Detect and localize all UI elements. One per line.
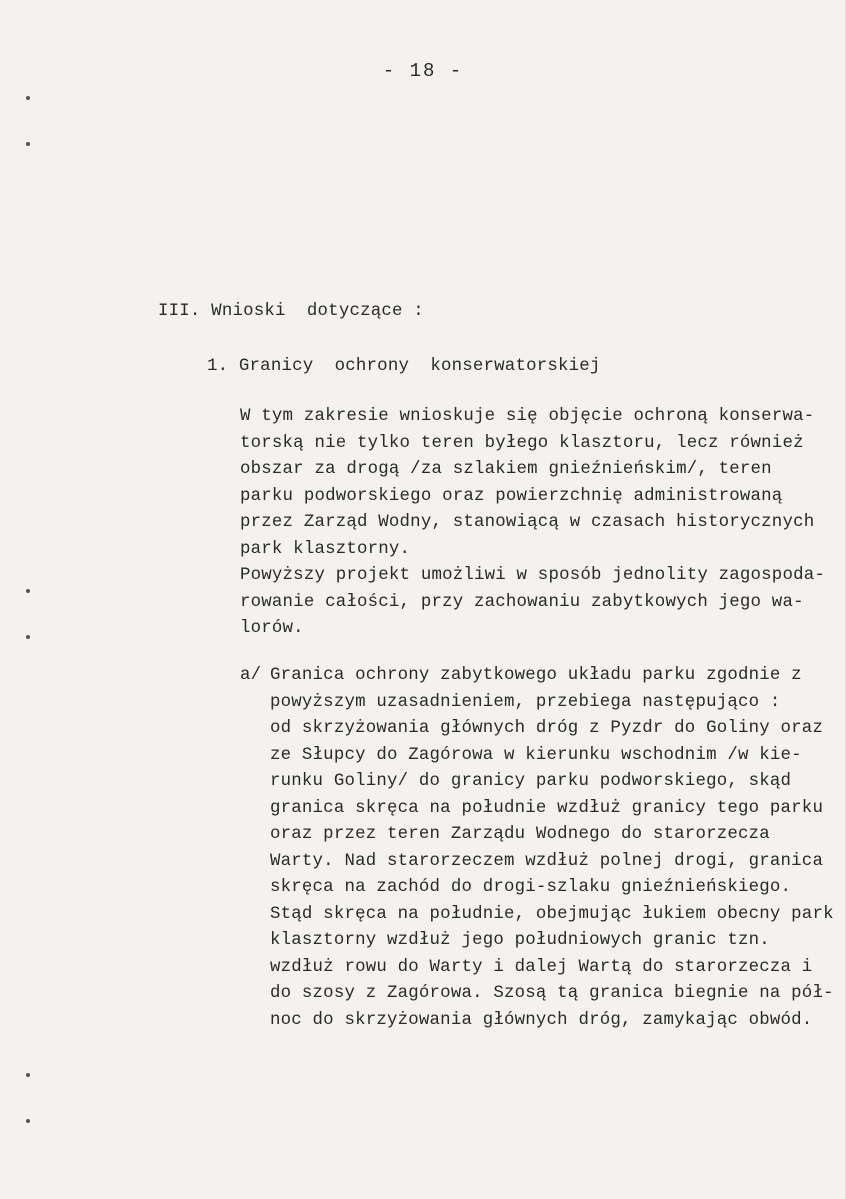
paragraph-line: torską nie tylko teren byłego klasztoru, lecz również: [240, 434, 804, 453]
list-item-line: Warty. Nad starorzeczem wzdłuż polnej drogi, granica: [270, 852, 824, 871]
punch-mark: [26, 589, 30, 593]
paragraph-line: parku podworskiego oraz powierzchnię administrowaną: [240, 487, 783, 506]
list-item-line: Stąd skręca na południe, obejmując łukiem obecny park: [270, 905, 834, 924]
section-heading: III. Wnioski dotyczące :: [158, 302, 424, 321]
list-item-line: od skrzyżowania głównych dróg z Pyzdr do Goliny oraz: [270, 719, 824, 738]
paragraph-line: rowanie całości, przy zachowaniu zabytkowych jego wa-: [240, 593, 804, 612]
list-item-line: granica skręca na południe wzdłuż granicy tego parku: [270, 799, 824, 818]
list-item-line: klasztorny wzdłuż jego południowych granic tzn.: [270, 931, 770, 950]
list-item-line: runku Goliny/ do granicy parku podworskiego, skąd: [270, 772, 792, 791]
list-item-line: noc do skrzyżowania głównych dróg, zamykając obwód.: [270, 1011, 813, 1030]
list-item-line: skręca na zachód do drogi-szlaku gnieźnieńskiego.: [270, 878, 792, 897]
list-item-line: ze Słupcy do Zagórowa w kierunku wschodnim /w kie-: [270, 746, 802, 765]
list-item-line: do szosy z Zagórowa. Szosą tą granica biegnie na pół-: [270, 984, 834, 1003]
list-item-line: oraz przez teren Zarządu Wodnego do starorzecza: [270, 825, 770, 844]
list-item-label: a/: [240, 666, 262, 685]
paragraph-line: przez Zarząd Wodny, stanowiącą w czasach historycznych: [240, 513, 815, 532]
paragraph-line: W tym zakresie wnioskuje się objęcie ochroną konserwa-: [240, 407, 815, 426]
punch-mark: [26, 1119, 30, 1123]
subsection-heading: 1. Granicy ochrony konserwatorskiej: [207, 357, 601, 376]
paragraph-line: lorów.: [240, 619, 304, 638]
punch-mark: [26, 142, 30, 146]
list-item-line: wzdłuż rowu do Warty i dalej Wartą do starorzecza i: [270, 958, 813, 977]
paragraph-line: park klasztorny.: [240, 540, 411, 559]
list-item-line: powyższym uzasadnieniem, przebiega następująco :: [270, 693, 781, 712]
list-item-line: Granica ochrony zabytkowego układu parku zgodnie z: [270, 666, 802, 685]
punch-mark: [26, 96, 30, 100]
punch-mark: [26, 635, 30, 639]
punch-mark: [26, 1073, 30, 1077]
page-number: - 18 -: [382, 60, 464, 82]
paragraph-line: Powyższy projekt umożliwi w sposób jednolity zagospoda-: [240, 566, 825, 585]
paragraph-line: obszar za drogą /za szlakiem gnieźnieńskim/, teren: [240, 460, 772, 479]
